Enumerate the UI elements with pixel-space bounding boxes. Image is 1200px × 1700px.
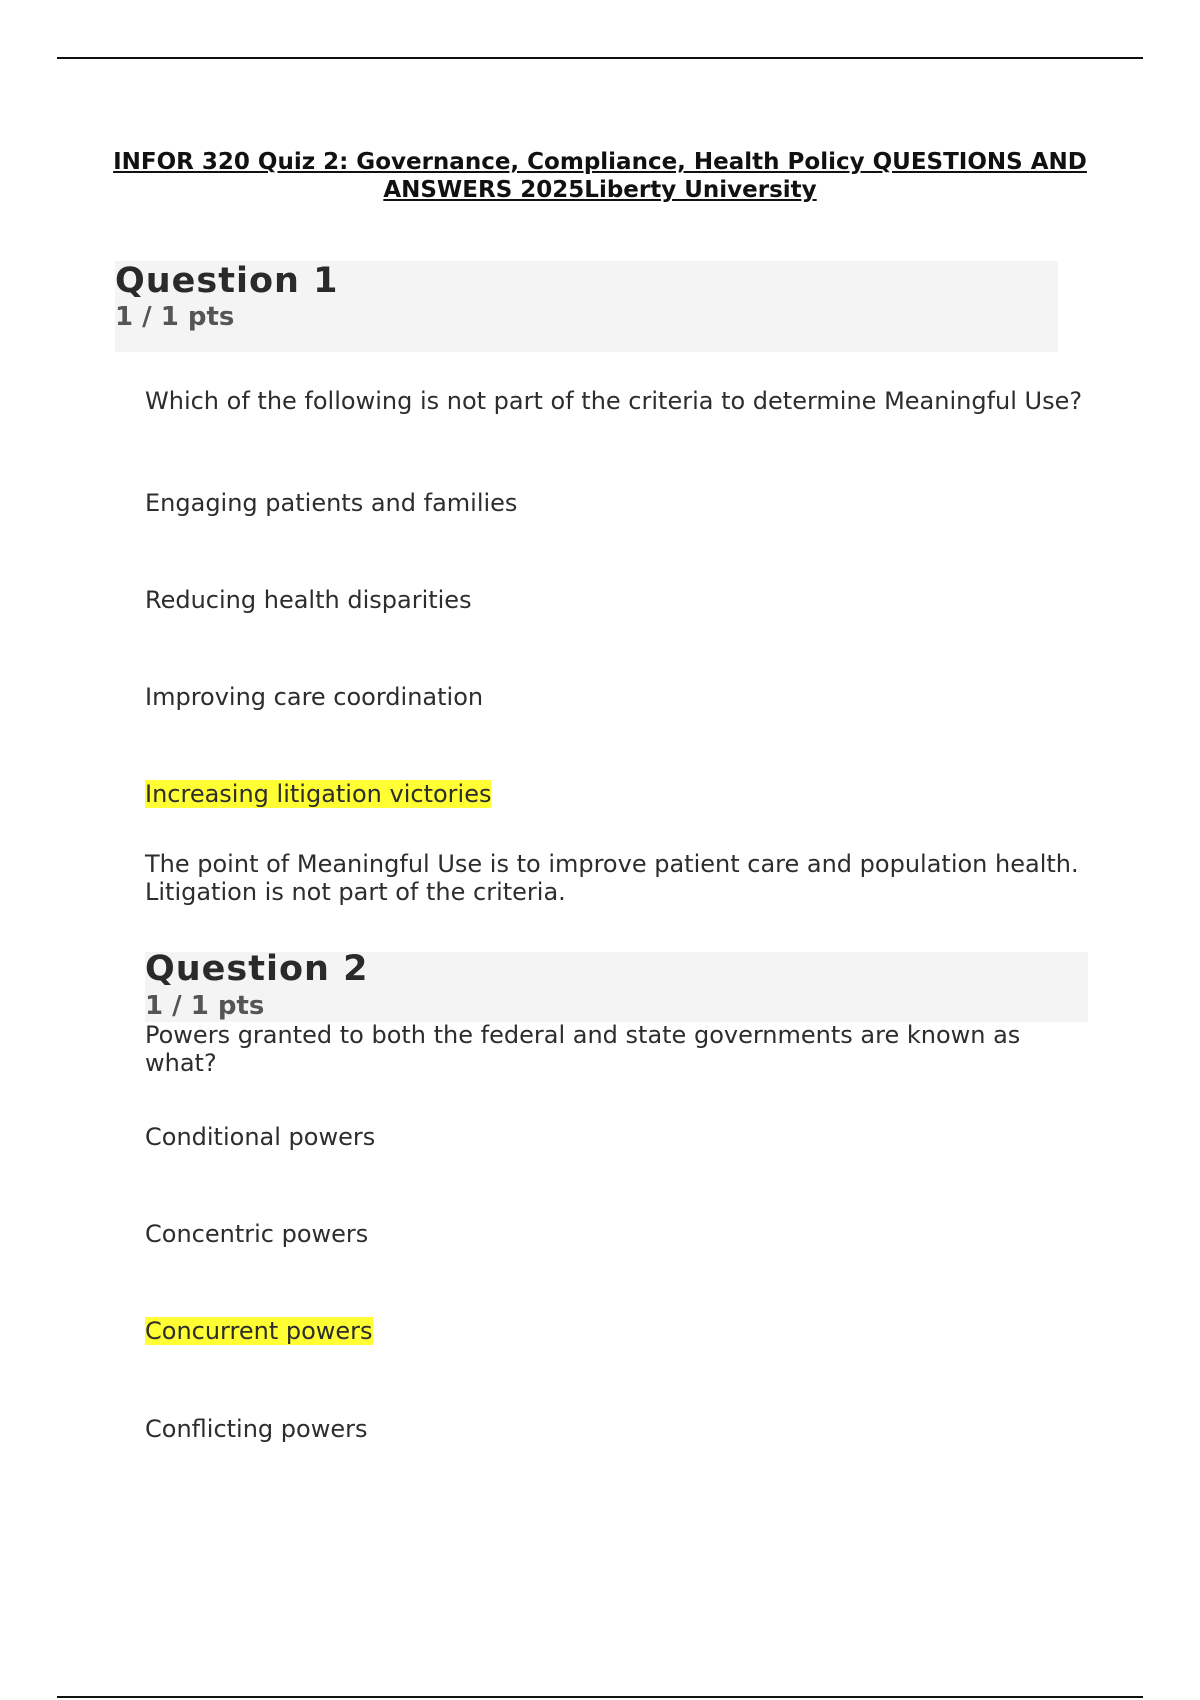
option-label: Conditional powers [145,1123,376,1151]
question-2-header [145,949,1088,1022]
question-1-prompt: Which of the following is not part of the criteria to determine Meaningful Use? [145,387,1083,415]
question-1-explanation: The point of Meaningful Use is to improve patient care and population health. Litigation is not part of the criteria. [145,850,1079,906]
question-2-points: 1 / 1 pts [145,991,265,1021]
question-1-points: 1 / 1 pts [115,302,235,332]
question-2-option-3-correct [145,1317,1095,1345]
highlighted-answer: Increasing litigation victories [145,780,492,808]
question-1-header [115,261,1058,352]
option-label: Improving care coordination [145,683,484,711]
question-1-title: Question 1 [115,261,339,301]
question-2-option-2 [145,1220,1095,1248]
top-rule [57,57,1143,59]
option-label: Conflicting powers [145,1415,368,1443]
question-2-title: Question 2 [145,949,369,989]
question-1-option-2 [145,586,1095,614]
option-label: Reducing health disparities [145,586,472,614]
document-title: INFOR 320 Quiz 2: Governance, Compliance, Health Policy QUESTIONS AND ANSWERS 2025Liberty University [113,149,1087,203]
option-label: Engaging patients and families [145,489,518,517]
option-label: Concentric powers [145,1220,369,1248]
question-1-option-1 [145,489,1095,517]
question-2-option-1 [145,1123,1095,1151]
question-2-prompt: Powers granted to both the federal and state governments are known as what? [145,1021,1021,1077]
question-2-option-4 [145,1415,1095,1443]
bottom-rule [57,1696,1143,1698]
question-1-option-4-correct [145,780,1095,808]
highlighted-answer: Concurrent powers [145,1317,373,1345]
question-1-option-3 [145,683,1095,711]
